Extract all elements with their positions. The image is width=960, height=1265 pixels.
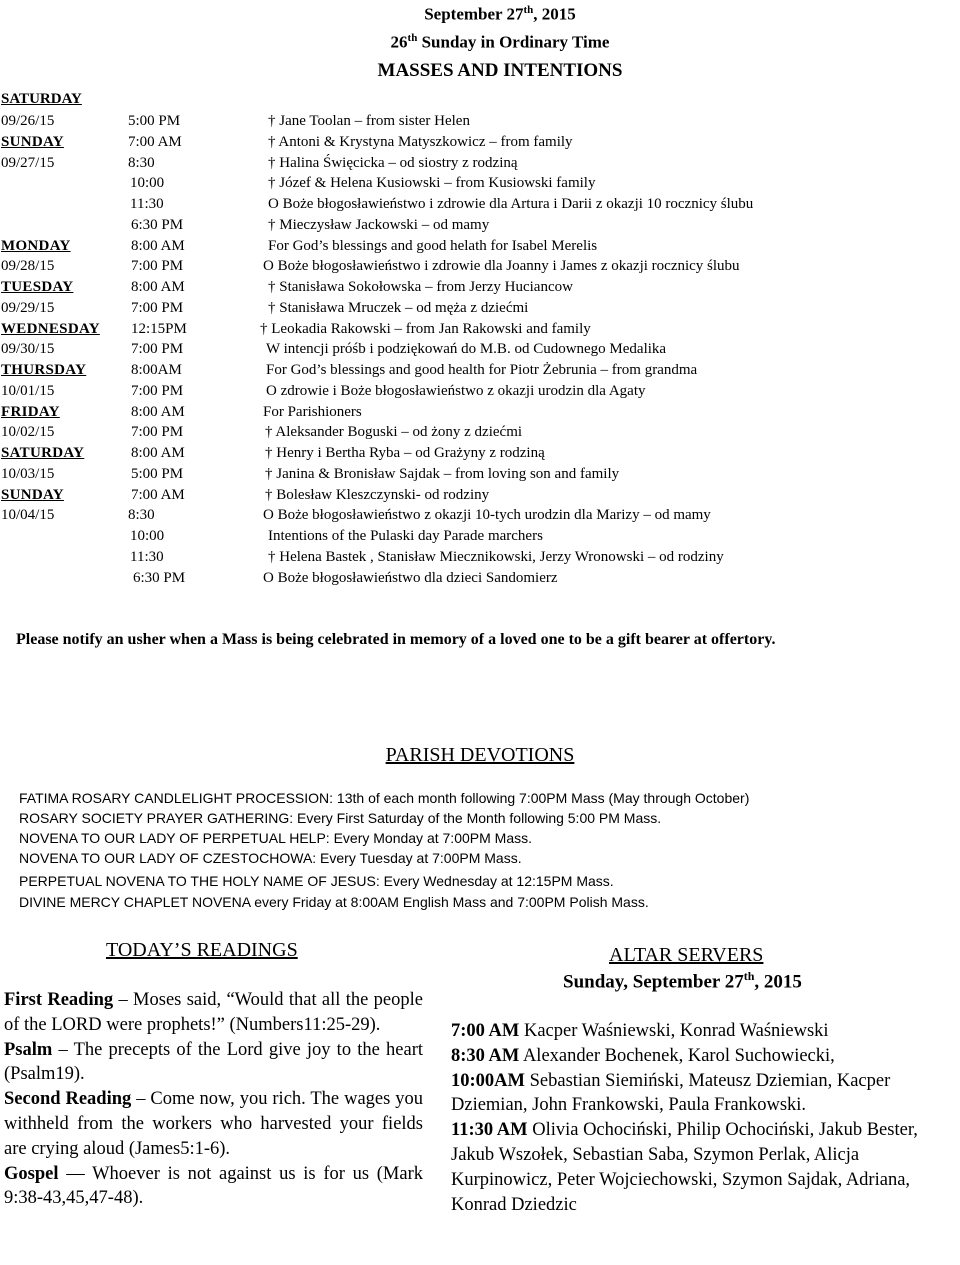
sunday-suffix: th (407, 32, 418, 44)
mass-intention: † Leokadia Rakowski – from Jan Rakowski and family (260, 320, 591, 337)
server-group (451, 1069, 946, 1119)
server-names: Olivia Ochociński, Philip Ochociński, Jakub Bester, Jakub Wszołek, Sebastian Saba, Szymon Perlak, Alicja Kurpinowicz, Peter Wojciechowski, Szymon Sajdak, Adriana, Konrad Dziedzic (451, 1120, 918, 1215)
devotion-item: NOVENA TO OUR LADY OF CZESTOCHOWA: Every Tuesday at 7:00PM Mass. (19, 850, 522, 866)
mass-row (0, 173, 960, 194)
mass-intention: † Jane Toolan – from sister Helen (268, 113, 470, 129)
server-group (451, 1019, 946, 1044)
reading-text: – Moses said, “Would that all the people of the LORD were prophets!” (Numbers11:25-29). (4, 990, 423, 1035)
readings-list (4, 988, 423, 1211)
mass-day: 10/04/15 (1, 507, 55, 524)
mass-day: THURSDAY (1, 362, 87, 378)
reading-item (4, 1087, 423, 1161)
bulletin-date (300, 4, 700, 25)
mass-time: 5:00 PM (128, 113, 181, 129)
mass-intention: † Mieczysław Jackowski – od mamy (268, 216, 490, 233)
mass-row (0, 298, 960, 319)
mass-intention: † Bolesław Kleszczynski- od rodziny (265, 486, 490, 503)
mass-intention: † Janina & Bronisław Sajdak – from loving son and family (265, 465, 620, 482)
server-group (451, 1118, 946, 1217)
mass-time: 10:00 (130, 528, 165, 544)
mass-intention: O Boże błogosławieństwo i zdrowie dla Artura i Darii z okazji 10 rocznicy ślubu (268, 196, 754, 212)
mass-day: WEDNESDAY (1, 320, 100, 337)
mass-time: 11:30 (130, 548, 164, 565)
mass-day: 09/29/15 (1, 299, 55, 316)
mass-day: 10/01/15 (1, 382, 55, 399)
mass-row (0, 339, 960, 360)
page-title: MASSES AND INTENTIONS (377, 60, 623, 81)
mass-row (0, 568, 960, 589)
mass-row (0, 215, 960, 236)
mass-time: 7:00 AM (128, 133, 182, 150)
server-time: 7:00 AM (451, 1021, 520, 1041)
mass-row (0, 236, 960, 257)
mass-row (0, 547, 960, 568)
mass-intention: † Stanisława Sokołowska – from Jerzy Huciancow (268, 279, 573, 295)
sunday-text: Sunday in Ordinary Time (417, 32, 610, 52)
server-group (451, 1044, 946, 1069)
mass-time: 5:00 PM (131, 465, 184, 482)
mass-intention: † Stanisława Mruczek – od męża z dziećmi (268, 299, 529, 316)
mass-intention: Intentions of the Pulaski day Parade marchers (268, 528, 543, 544)
mass-time: 8:00 AM (131, 279, 185, 295)
date-text: September 27 (424, 4, 524, 24)
mass-time: 8:00 AM (131, 445, 185, 461)
gift-bearer-notice: Please notify an usher when a Mass is being celebrated in memory of a loved one to be a gift bearer at offertory. (16, 631, 776, 648)
servers-date-year: , 2015 (754, 971, 802, 993)
mass-row (0, 194, 960, 215)
devotion-item: FATIMA ROSARY CANDLELIGHT PROCESSION: 13th of each month following 7:00PM Mass (May through October) (19, 790, 750, 806)
mass-day: TUESDAY (1, 279, 74, 295)
mass-intention: W intencji próśb i podziękowań do M.B. od Cudownego Medalika (266, 341, 667, 358)
servers-date (563, 969, 802, 993)
devotion-item: DIVINE MERCY CHAPLET NOVENA every Friday at 8:00AM English Mass and 7:00PM Polish Mass. (19, 894, 649, 910)
mass-day: FRIDAY (1, 403, 60, 420)
mass-time: 8:30 (128, 507, 155, 524)
mass-time: 7:00 PM (131, 299, 184, 316)
mass-intention: † Aleksander Boguski – od żony z dziećmi (265, 424, 523, 441)
mass-time: 10:00 (130, 175, 165, 192)
mass-time: 8:00 AM (131, 237, 185, 254)
mass-time: 7:00 PM (131, 258, 184, 275)
mass-row (0, 505, 960, 526)
mass-intention: † Halina Święcicka – od siostry z rodziną (268, 154, 518, 171)
mass-row (0, 526, 960, 547)
mass-time: 11:30 (130, 196, 164, 212)
date-suffix: th (523, 4, 534, 16)
mass-row (0, 443, 960, 464)
mass-intention: O Boże błogosławieństwo z okazji 10-tych urodzin dla Marizy – od mamy (263, 507, 711, 524)
servers-date-suffix: th (743, 969, 755, 983)
mass-day: SUNDAY (1, 486, 64, 503)
mass-time: 7:00 PM (131, 341, 184, 358)
mass-intention: O Boże błogosławieństwo i zdrowie dla Joanny i James z okazji rocznicy ślubu (263, 258, 740, 275)
mass-intention: † Henry i Bertha Ryba – od Grażyny z rodziną (265, 445, 545, 461)
mass-intention: For God’s blessings and good health for Piotr Żebrunia – from grandma (266, 362, 698, 378)
mass-intention: For Parishioners (263, 403, 362, 420)
reading-label: First Reading (4, 990, 114, 1010)
mass-intention: O zdrowie i Boże błogosławieństwo z okazji urodzin dla Agaty (266, 382, 646, 399)
mass-intention: † Józef & Helena Kusiowski – from Kusiowski family (268, 175, 596, 192)
server-names: Sebastian Siemiński, Mateusz Dziemian, Kacper Dziemian, John Frankowski, Paula Frankowski. (451, 1070, 891, 1116)
date-year: , 2015 (533, 4, 576, 24)
mass-time: 7:00 AM (131, 486, 185, 503)
mass-time: 8:30 (128, 154, 155, 171)
devotion-item: ROSARY SOCIETY PRAYER GATHERING: Every First Saturday of the Month following 5:00 PM Mass. (19, 810, 662, 826)
mass-row (0, 422, 960, 443)
mass-intention: For God’s blessings and good helath for Isabel Merelis (268, 237, 598, 254)
mass-intention: O Boże błogosławieństwo dla dzieci Sandomierz (263, 569, 558, 586)
mass-day: SUNDAY (1, 133, 64, 150)
reading-text: – Come now, you rich. The wages you withheld from the workers who harvested your fields are crying aloud (James5:1-6). (4, 1089, 423, 1159)
devotion-item: PERPETUAL NOVENA TO THE HOLY NAME OF JESUS: Every Wednesday at 12:15PM Mass. (19, 873, 614, 889)
mass-day: 09/26/15 (1, 113, 55, 129)
mass-time: 6:30 PM (131, 216, 184, 233)
mass-row (0, 132, 960, 153)
server-time: 11:30 AM (451, 1120, 528, 1141)
devotion-item: NOVENA TO OUR LADY OF PERPETUAL HELP: Every Monday at 7:00PM Mass. (19, 830, 532, 846)
server-time: 10:00AM (451, 1070, 525, 1091)
reading-text: — Whoever is not against us is for us (Mark 9:38-43,45,47-48). (4, 1163, 423, 1209)
mass-day: MONDAY (1, 237, 71, 254)
reading-label: Psalm (4, 1039, 53, 1060)
reading-text: – The precepts of the Lord give joy to the heart (Psalm19). (4, 1039, 423, 1085)
mass-row (0, 153, 960, 174)
liturgical-day (300, 32, 700, 53)
mass-time: 8:00AM (131, 362, 182, 378)
mass-time: 7:00 PM (131, 424, 184, 441)
devotions-title: PARISH DEVOTIONS (385, 744, 575, 766)
mass-row (0, 485, 960, 506)
mass-day: 09/28/15 (1, 258, 55, 275)
mass-day: SATURDAY (1, 445, 85, 461)
mass-row (0, 319, 960, 340)
mass-day: 09/27/15 (1, 154, 55, 171)
servers-date-text: Sunday, September 27 (563, 971, 744, 993)
mass-day: 09/30/15 (1, 341, 55, 358)
mass-time: 7:00 PM (131, 382, 184, 399)
reading-item (4, 1162, 423, 1212)
mass-row (0, 277, 960, 298)
mass-row (0, 381, 960, 402)
server-names: Alexander Bochenek, Karol Suchowiecki, (519, 1045, 835, 1066)
mass-day: 10/02/15 (1, 424, 55, 441)
server-time: 8:30 AM (451, 1045, 520, 1066)
mass-time: 12:15PM (131, 320, 187, 337)
servers-list (451, 1019, 946, 1217)
mass-row (0, 402, 960, 423)
reading-item (4, 1038, 423, 1088)
mass-intention: † Helena Bastek , Stanisław Miecznikowski, Jerzy Wronowski – od rodziny (268, 548, 724, 565)
mass-row (0, 256, 960, 277)
servers-title: ALTAR SERVERS (609, 944, 764, 966)
readings-title: TODAY’S READINGS (106, 939, 298, 961)
mass-time: 8:00 AM (131, 403, 185, 420)
mass-time: 6:30 PM (133, 569, 186, 586)
saturday-label: SATURDAY (1, 91, 82, 107)
sunday-number: 26 (390, 32, 408, 52)
mass-row (0, 360, 960, 381)
server-names: Kacper Waśniewski, Konrad Waśniewski (519, 1021, 829, 1041)
mass-intention: † Antoni & Krystyna Matyszkowicz – from family (268, 133, 573, 150)
mass-row (0, 464, 960, 485)
reading-item (4, 988, 423, 1038)
reading-label: Gospel (4, 1163, 59, 1184)
reading-label: Second Reading (4, 1089, 132, 1110)
mass-day: 10/03/15 (1, 465, 55, 482)
mass-row (0, 111, 960, 132)
